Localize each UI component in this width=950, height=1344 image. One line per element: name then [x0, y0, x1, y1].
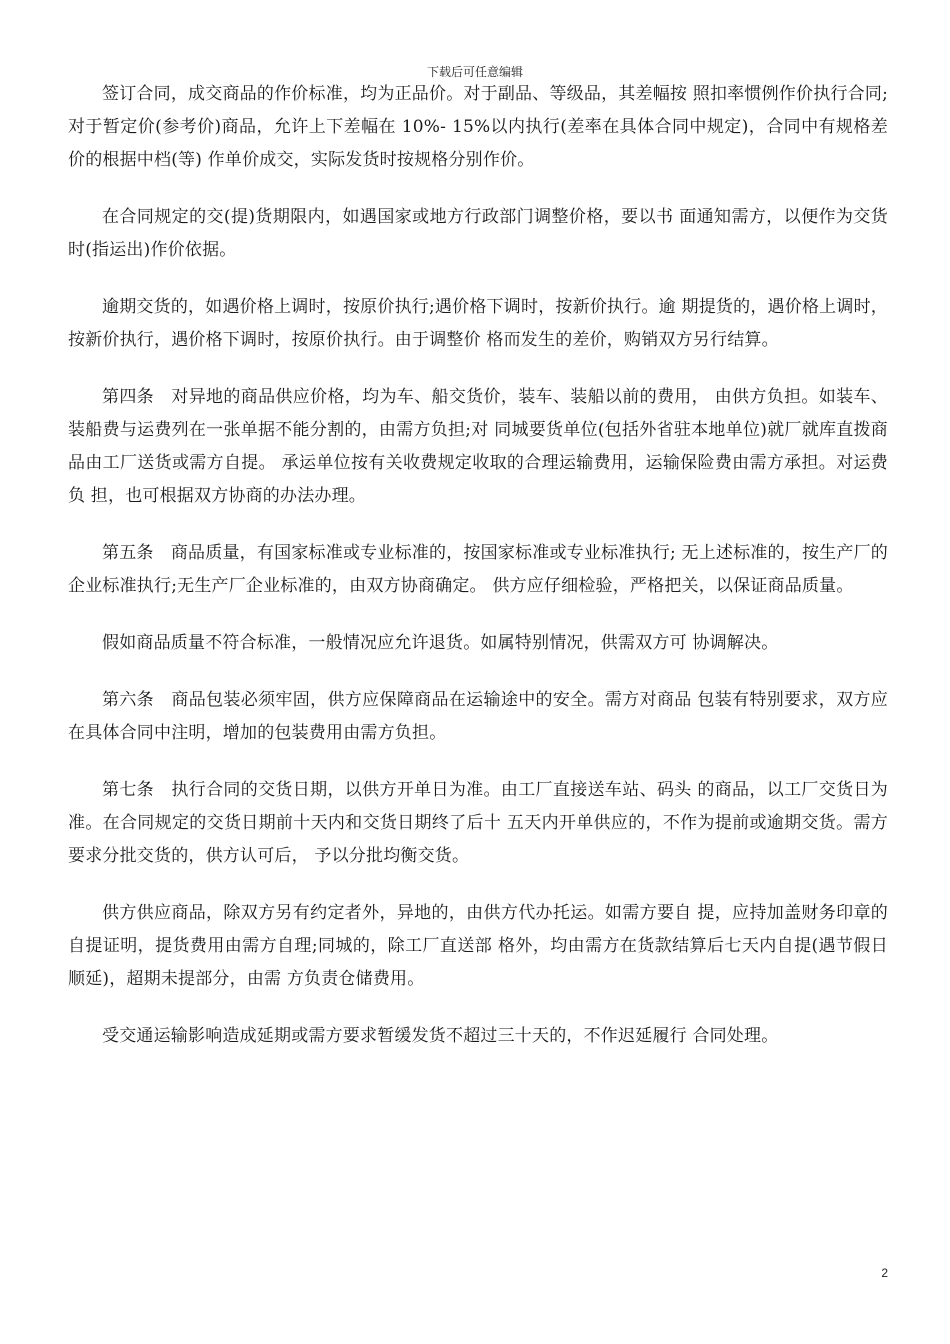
- paragraph-article-4: 第四条 对异地的商品供应价格，均为车、船交货价，装车、装船以前的费用， 由供方负担。如装车、装船费与运费列在一张单据不能分割的，由需方负担;对 同城要货单位(包括外省驻本地单位)就厂就库直拨商品由工厂送货或需方自提。 承运单位按有关收费规定收取的合理运输费用，运输保险费由需方承担。对运费负 担，也可根据双方协商的办法办理。: [68, 387, 888, 506]
- paragraph-overdue-delivery: 逾期交货的，如遇价格上调时，按原价执行;遇价格下调时，按新价执行。逾 期提货的，遇价格上调时，按新价执行，遇价格下调时，按原价执行。由于调整价 格而发生的差价，购销双方另行结算。: [68, 297, 888, 350]
- paragraph-price-standard: 签订合同，成交商品的作价标准，均为正品价。对于副品、等级品，其差幅按 照扣率惯例作价执行合同;对于暂定价(参考价)商品，允许上下差幅在 10%- 15%以内执行(差率在具体合同中规定)，合同中有规格差价的根据中档(等) 作单价成交，实际发货时按规格分别作价。: [68, 84, 888, 170]
- document-body: [68, 78, 888, 1077]
- page-header-note: 下载后可任意编辑: [426, 65, 523, 79]
- paragraph-article-7: 第七条 执行合同的交货日期，以供方开单日为准。由工厂直接送车站、码头 的商品，以工厂交货日为准。在合同规定的交货日期前十天内和交货日期终了后十 五天内开单供应的，不作为提前或逾期交货。需方要求分批交货的，供方认可后， 予以分批均衡交货。: [68, 780, 888, 866]
- paragraph-transport-delay: 受交通运输影响造成延期或需方要求暂缓发货不超过三十天的，不作迟延履行 合同处理。: [102, 1026, 779, 1046]
- paragraph-article-6: 第六条 商品包装必须牢固，供方应保障商品在运输途中的安全。需方对商品 包装有特别要求，双方应在具体合同中注明，增加的包装费用由需方负担。: [68, 690, 888, 743]
- paragraph-article-5: 第五条 商品质量，有国家标准或专业标准的，按国家标准或专业标准执行; 无上述标准的，按生产厂的企业标准执行;无生产厂企业标准的，由双方协商确定。 供方应仔细检验，严格把关，以保证商品质量。: [68, 543, 888, 596]
- paragraph-quality-return: 假如商品质量不符合标准，一般情况应允许退货。如属特别情况，供需双方可 协调解决。: [102, 633, 779, 653]
- page-number: 2: [881, 1266, 888, 1280]
- paragraph-price-adjustment-notice: 在合同规定的交(提)货期限内，如遇国家或地方行政部门调整价格，要以书 面通知需方，以便作为交货时(指运出)作价依据。: [68, 207, 888, 260]
- paragraph-consignment: 供方供应商品，除双方另有约定者外，异地的，由供方代办托运。如需方要自 提，应持加盖财务印章的自提证明，提货费用由需方自理;同城的，除工厂直送部 格外，均由需方在货款结算后七天内自提(遇节假日顺延)，超期未提部分，由需 方负责仓储费用。: [68, 903, 888, 989]
